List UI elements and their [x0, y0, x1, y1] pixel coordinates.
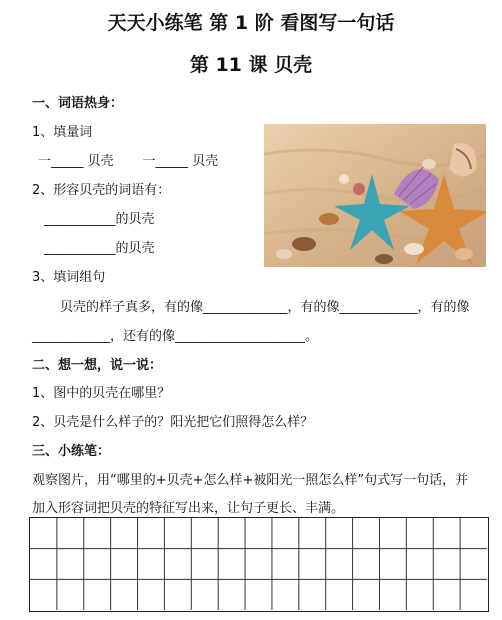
section2-heading: 二、想一想，说一说： — [32, 358, 163, 373]
section2-q1: 1、图中的贝壳在哪里？ — [32, 386, 171, 401]
item1-label: 1、填量词 — [32, 125, 93, 140]
writing-grid[interactable] — [29, 517, 489, 612]
section3-line2: 加入形容词把贝壳的特征写出来，让句子更长、丰满。 — [32, 501, 345, 516]
shell-icon — [422, 159, 436, 169]
section1-heading: 一、词语热身： — [32, 96, 124, 111]
shell-icon — [455, 248, 473, 260]
shell-icon — [404, 243, 424, 255]
section2-q2: 2、贝壳是什么样子的？阳光把它们照得怎么样？ — [32, 415, 314, 430]
shell-icon — [339, 174, 349, 184]
section3-line1: 观察图片，用“哪里的+贝壳+怎么样+被阳光一照怎么样”句式写一句话，并 — [32, 473, 469, 488]
item3-line2: ____________，还有的像____________________。 — [32, 329, 319, 344]
shell-icon — [375, 254, 393, 264]
shell-icon — [276, 249, 292, 259]
shells-illustration — [264, 124, 486, 267]
shell-icon — [353, 183, 365, 195]
item2-label: 2、形容贝壳的词语有： — [32, 183, 171, 198]
shell-icon — [319, 213, 339, 225]
page-title: 天天小练笔 第 1 阶 看图写一句话 — [107, 12, 395, 34]
shells-photo — [264, 124, 486, 267]
item3-line1: 贝壳的样子真多，有的像_____________，有的像____________，有的像 — [60, 300, 470, 315]
item2-blank2: ___________的贝壳 — [44, 241, 155, 256]
shell-icon — [292, 237, 316, 251]
item2-blank1: ___________的贝壳 — [44, 212, 155, 227]
writing-grid-lines — [30, 518, 487, 610]
lesson-title: 第 11 课 贝壳 — [189, 54, 313, 76]
section3-heading: 三、小练笔： — [32, 444, 111, 459]
item1-line: 一_____ 贝壳 一_____ 贝壳 — [38, 154, 219, 169]
item3-label: 3、填词组句 — [32, 270, 106, 285]
